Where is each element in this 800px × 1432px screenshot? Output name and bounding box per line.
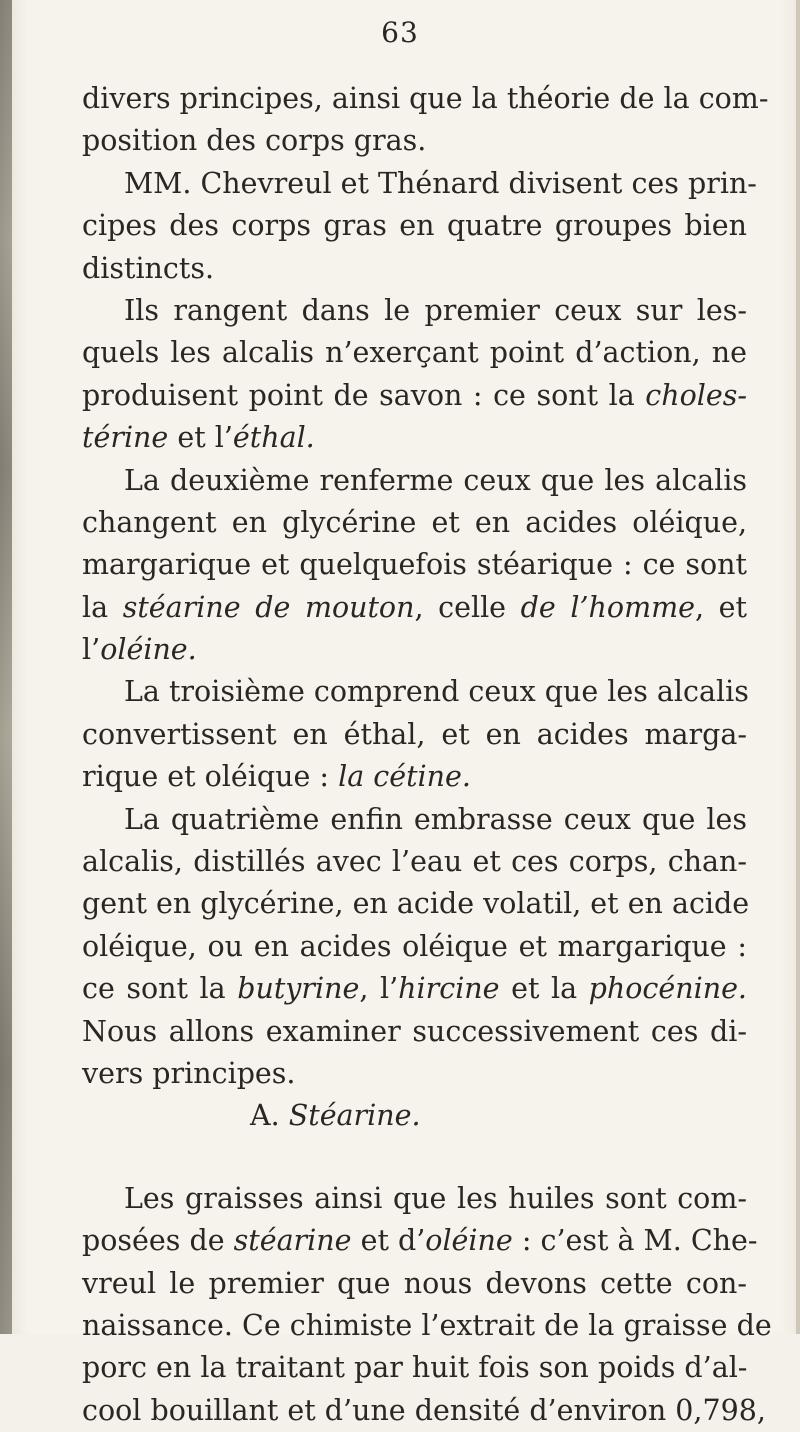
page-number: 63 [381, 16, 419, 49]
section-heading: A. Stéarine. [250, 1099, 421, 1133]
text-line: MM. Chevreul et Thénard divisent ces prin- [124, 166, 757, 200]
text-line: La troisième comprend ceux que les alcalis [124, 675, 749, 709]
page-edge [796, 0, 800, 1334]
text-line: La quatrième enfin embrasse ceux que les [124, 802, 747, 836]
text-line: la stéarine de mouton, celle de l’homme, et [82, 590, 747, 624]
text-line: Ils rangent dans le premier ceux sur les- [124, 293, 747, 327]
text-line: ce sont la butyrine, l’hircine et la phocénine. [82, 972, 747, 1006]
text-line: margarique et quelquefois stéarique : ce sont [82, 548, 747, 582]
spacer [82, 1138, 747, 1178]
text-line: distincts. [82, 251, 215, 285]
text-line: quels les alcalis n’exerçant point d’action, ne [82, 336, 747, 370]
body-text [82, 78, 772, 1432]
binding-gutter [0, 0, 12, 1334]
text-line: térine et l’éthal. [82, 421, 315, 455]
text-line: La deuxième renferme ceux que les alcalis [124, 463, 747, 497]
text-line: Nous allons examiner successivement ces di- [82, 1014, 747, 1048]
text-line: alcalis, distillés avec l’eau et ces corps, chan- [82, 845, 747, 879]
text-line: produisent point de savon : ce sont la choles- [82, 378, 747, 412]
text-line: rique et oléique : la cétine. [82, 760, 471, 794]
text-line: posées de stéarine et d’oléine : c’est à M. Che- [82, 1224, 758, 1258]
text-line: vreul le premier que nous devons cette con- [82, 1266, 747, 1300]
text-line: cool bouillant et d’une densité d’environ 0,798, [82, 1393, 766, 1427]
text-line: divers principes, ainsi que la théorie de la com- [82, 82, 769, 115]
text-line: convertissent en éthal, et en acides marga- [82, 717, 747, 751]
text-line: porc en la traitant par huit fois son poids d’al- [82, 1351, 748, 1385]
text-line: gent en glycérine, en acide volatil, et en acide [82, 887, 750, 921]
text-line: vers principes. [82, 1056, 296, 1090]
text-line: l’oléine. [82, 633, 197, 667]
text-line: oléique, ou en acides oléique et margarique : [82, 929, 747, 963]
text-line: naissance. Ce chimiste l’extrait de la graisse de [82, 1308, 772, 1342]
text-line: Les graisses ainsi que les huiles sont com- [124, 1181, 747, 1215]
text-line: cipes des corps gras en quatre groupes bien [82, 209, 747, 243]
text-line: position des corps gras. [82, 124, 427, 158]
text-line: changent en glycérine et en acides oléique, [82, 505, 747, 539]
